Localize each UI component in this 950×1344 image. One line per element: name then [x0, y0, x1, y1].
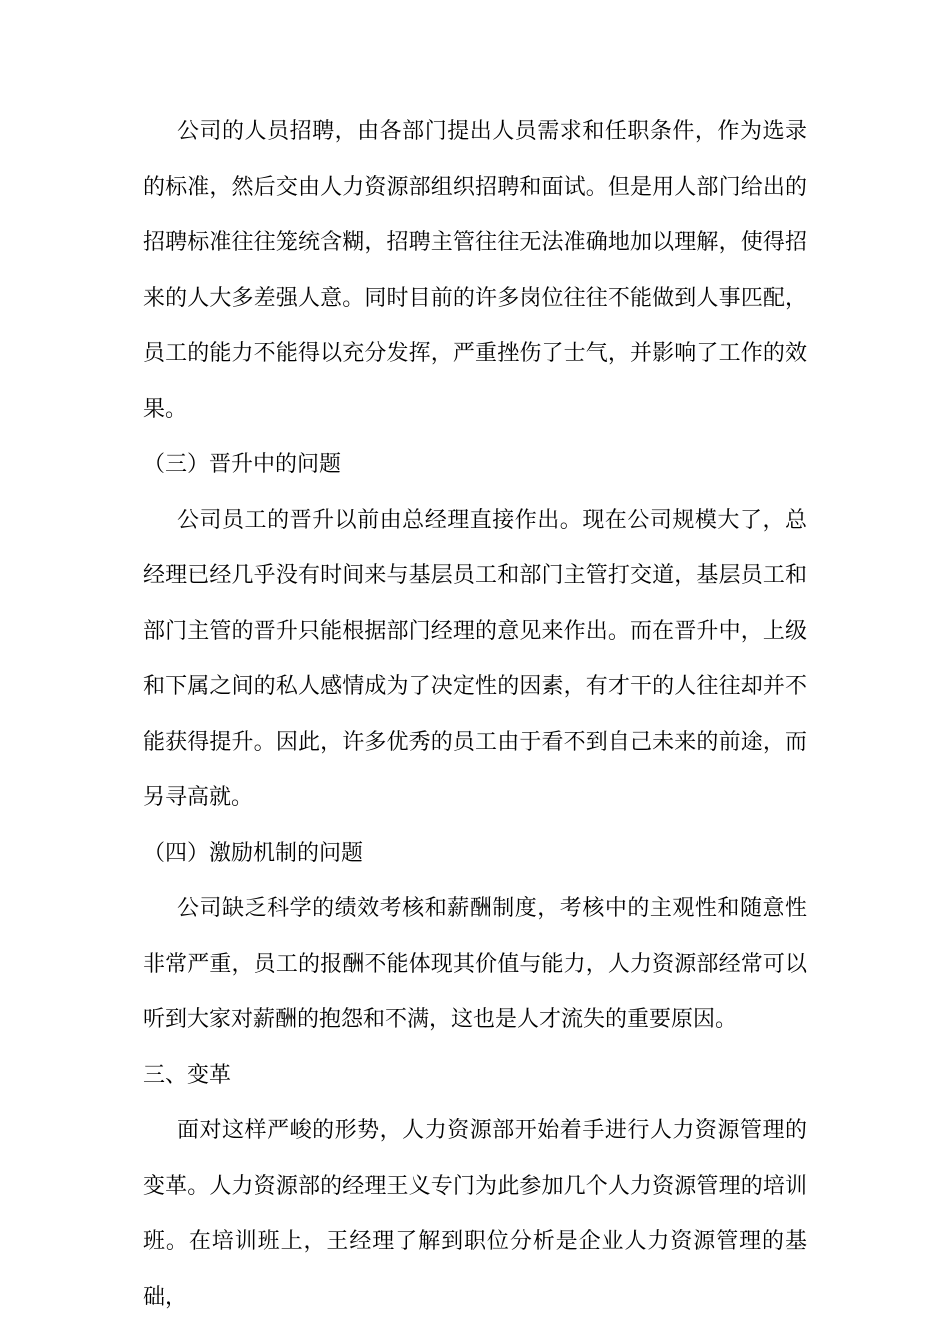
- paragraph-promotion-problem: 公司员工的晋升以前由总经理直接作出。现在公司规模大了，总经理已经几乎没有时间来与基层员工和部门主管打交道，基层员工和部门主管的晋升只能根据部门经理的意见来作出。而在晋升中，上级和下属之间的私人感情成为了决定性的因素，有才干的人往往却并不能获得提升。因此，许多优秀的员工由于看不到自己未来的前途，而另寻高就。: [143, 507, 807, 810]
- section-heading-incentive: （四）激励机制的问题: [143, 840, 364, 866]
- paragraph-incentive-problem: 公司缺乏科学的绩效考核和薪酬制度，考核中的主观性和随意性非常严重，员工的报酬不能体现其价值与能力，人力资源部经常可以听到大家对薪酬的抱怨和不满，这也是人才流失的重要原因。: [143, 896, 807, 1032]
- document-body: [143, 104, 807, 1325]
- paragraph-reform: 面对这样严峻的形势，人力资源部开始着手进行人力资源管理的变革。人力资源部的经理王义专门为此参加几个人力资源管理的培训班。在培训班上，王经理了解到职位分析是企业人力资源管理的基础，: [143, 1118, 807, 1310]
- paragraph-recruitment-problem: 公司的人员招聘，由各部门提出人员需求和任职条件，作为选录的标准，然后交由人力资源部组织招聘和面试。但是用人部门给出的招聘标准往往笼统含糊，招聘主管往往无法准确地加以理解，使得招来的人大多差强人意。同时目前的许多岗位往往不能做到人事匹配，员工的能力不能得以充分发挥，严重挫伤了士气，并影响了工作的效果。: [143, 119, 807, 422]
- section-heading-reform: 三、变革: [143, 1062, 232, 1088]
- section-heading-promotion: （三）晋升中的问题: [143, 452, 342, 477]
